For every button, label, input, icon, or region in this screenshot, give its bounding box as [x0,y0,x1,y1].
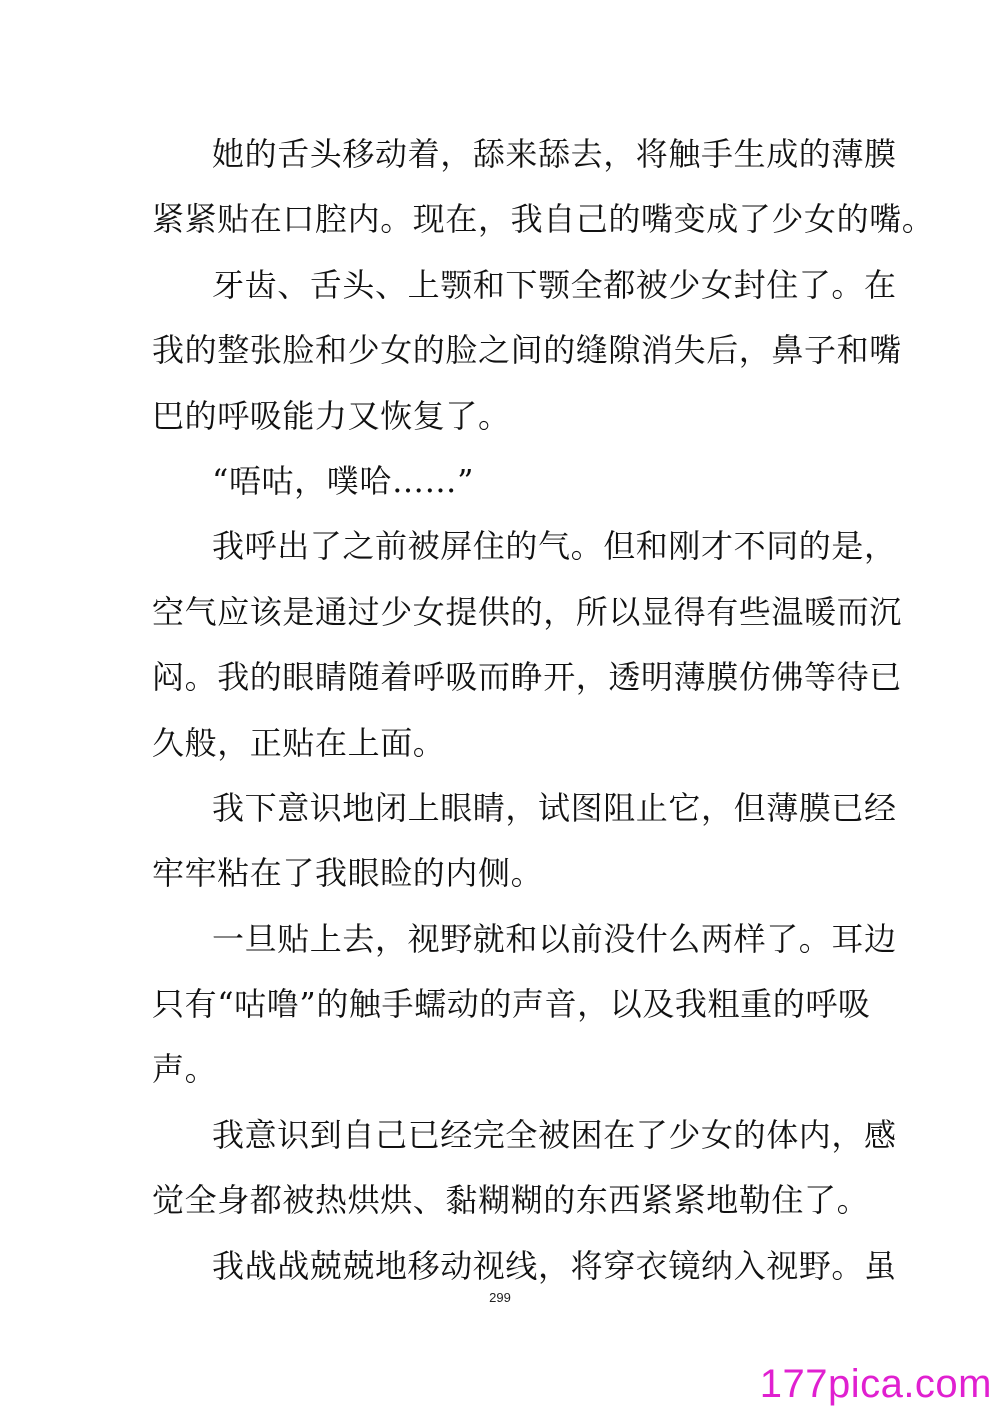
page-number: 299 [489,1290,511,1305]
text-line: 觉全身都被热烘烘、黏糊糊的东西紧紧地勒住了。 [152,1181,870,1220]
text-line: “唔咕，噗哈……” [212,461,475,500]
text-line: 我下意识地闭上眼睛，试图阻止它，但薄膜已经 [212,788,897,827]
body-text [152,122,935,1299]
text-line: 一旦贴上去，视野就和以前没什么两样了。耳边 [212,919,897,958]
text-line: 闷。我的眼睛随着呼吸而睁开，透明薄膜仿佛等待已 [152,658,902,697]
text-line: 久般，正贴在上面。 [152,723,446,762]
text-line: 我战战兢兢地移动视线，将穿衣镜纳入视野。虽 [212,1246,897,1285]
text-line: 只有“咕噜”的触手蠕动的声音，以及我粗重的呼吸 [152,985,871,1024]
text-line: 她的舌头移动着，舔来舔去，将触手生成的薄膜 [212,135,897,173]
text-line: 声。 [152,1050,218,1089]
text-line: 牢牢粘在了我眼睑的内侧。 [152,854,544,893]
watermark-link[interactable]: 177pica.com [759,1362,992,1406]
text-line: 我意识到自己已经完全被困在了少女的体内，感 [212,1115,897,1154]
text-line: 牙齿、舌头、上颚和下颚全都被少女封住了。在 [212,265,897,304]
text-line: 巴的呼吸能力又恢复了。 [152,396,511,435]
text-line: 空气应该是通过少女提供的，所以显得有些温暖而沉 [152,592,902,631]
text-line: 我的整张脸和少女的脸之间的缝隙消失后，鼻子和嘴 [152,331,902,370]
text-line: 我呼出了之前被屏住的气。但和刚才不同的是， [212,527,897,566]
text-line: 紧紧贴在口腔内。现在，我自己的嘴变成了少女的嘴。 [152,200,935,239]
